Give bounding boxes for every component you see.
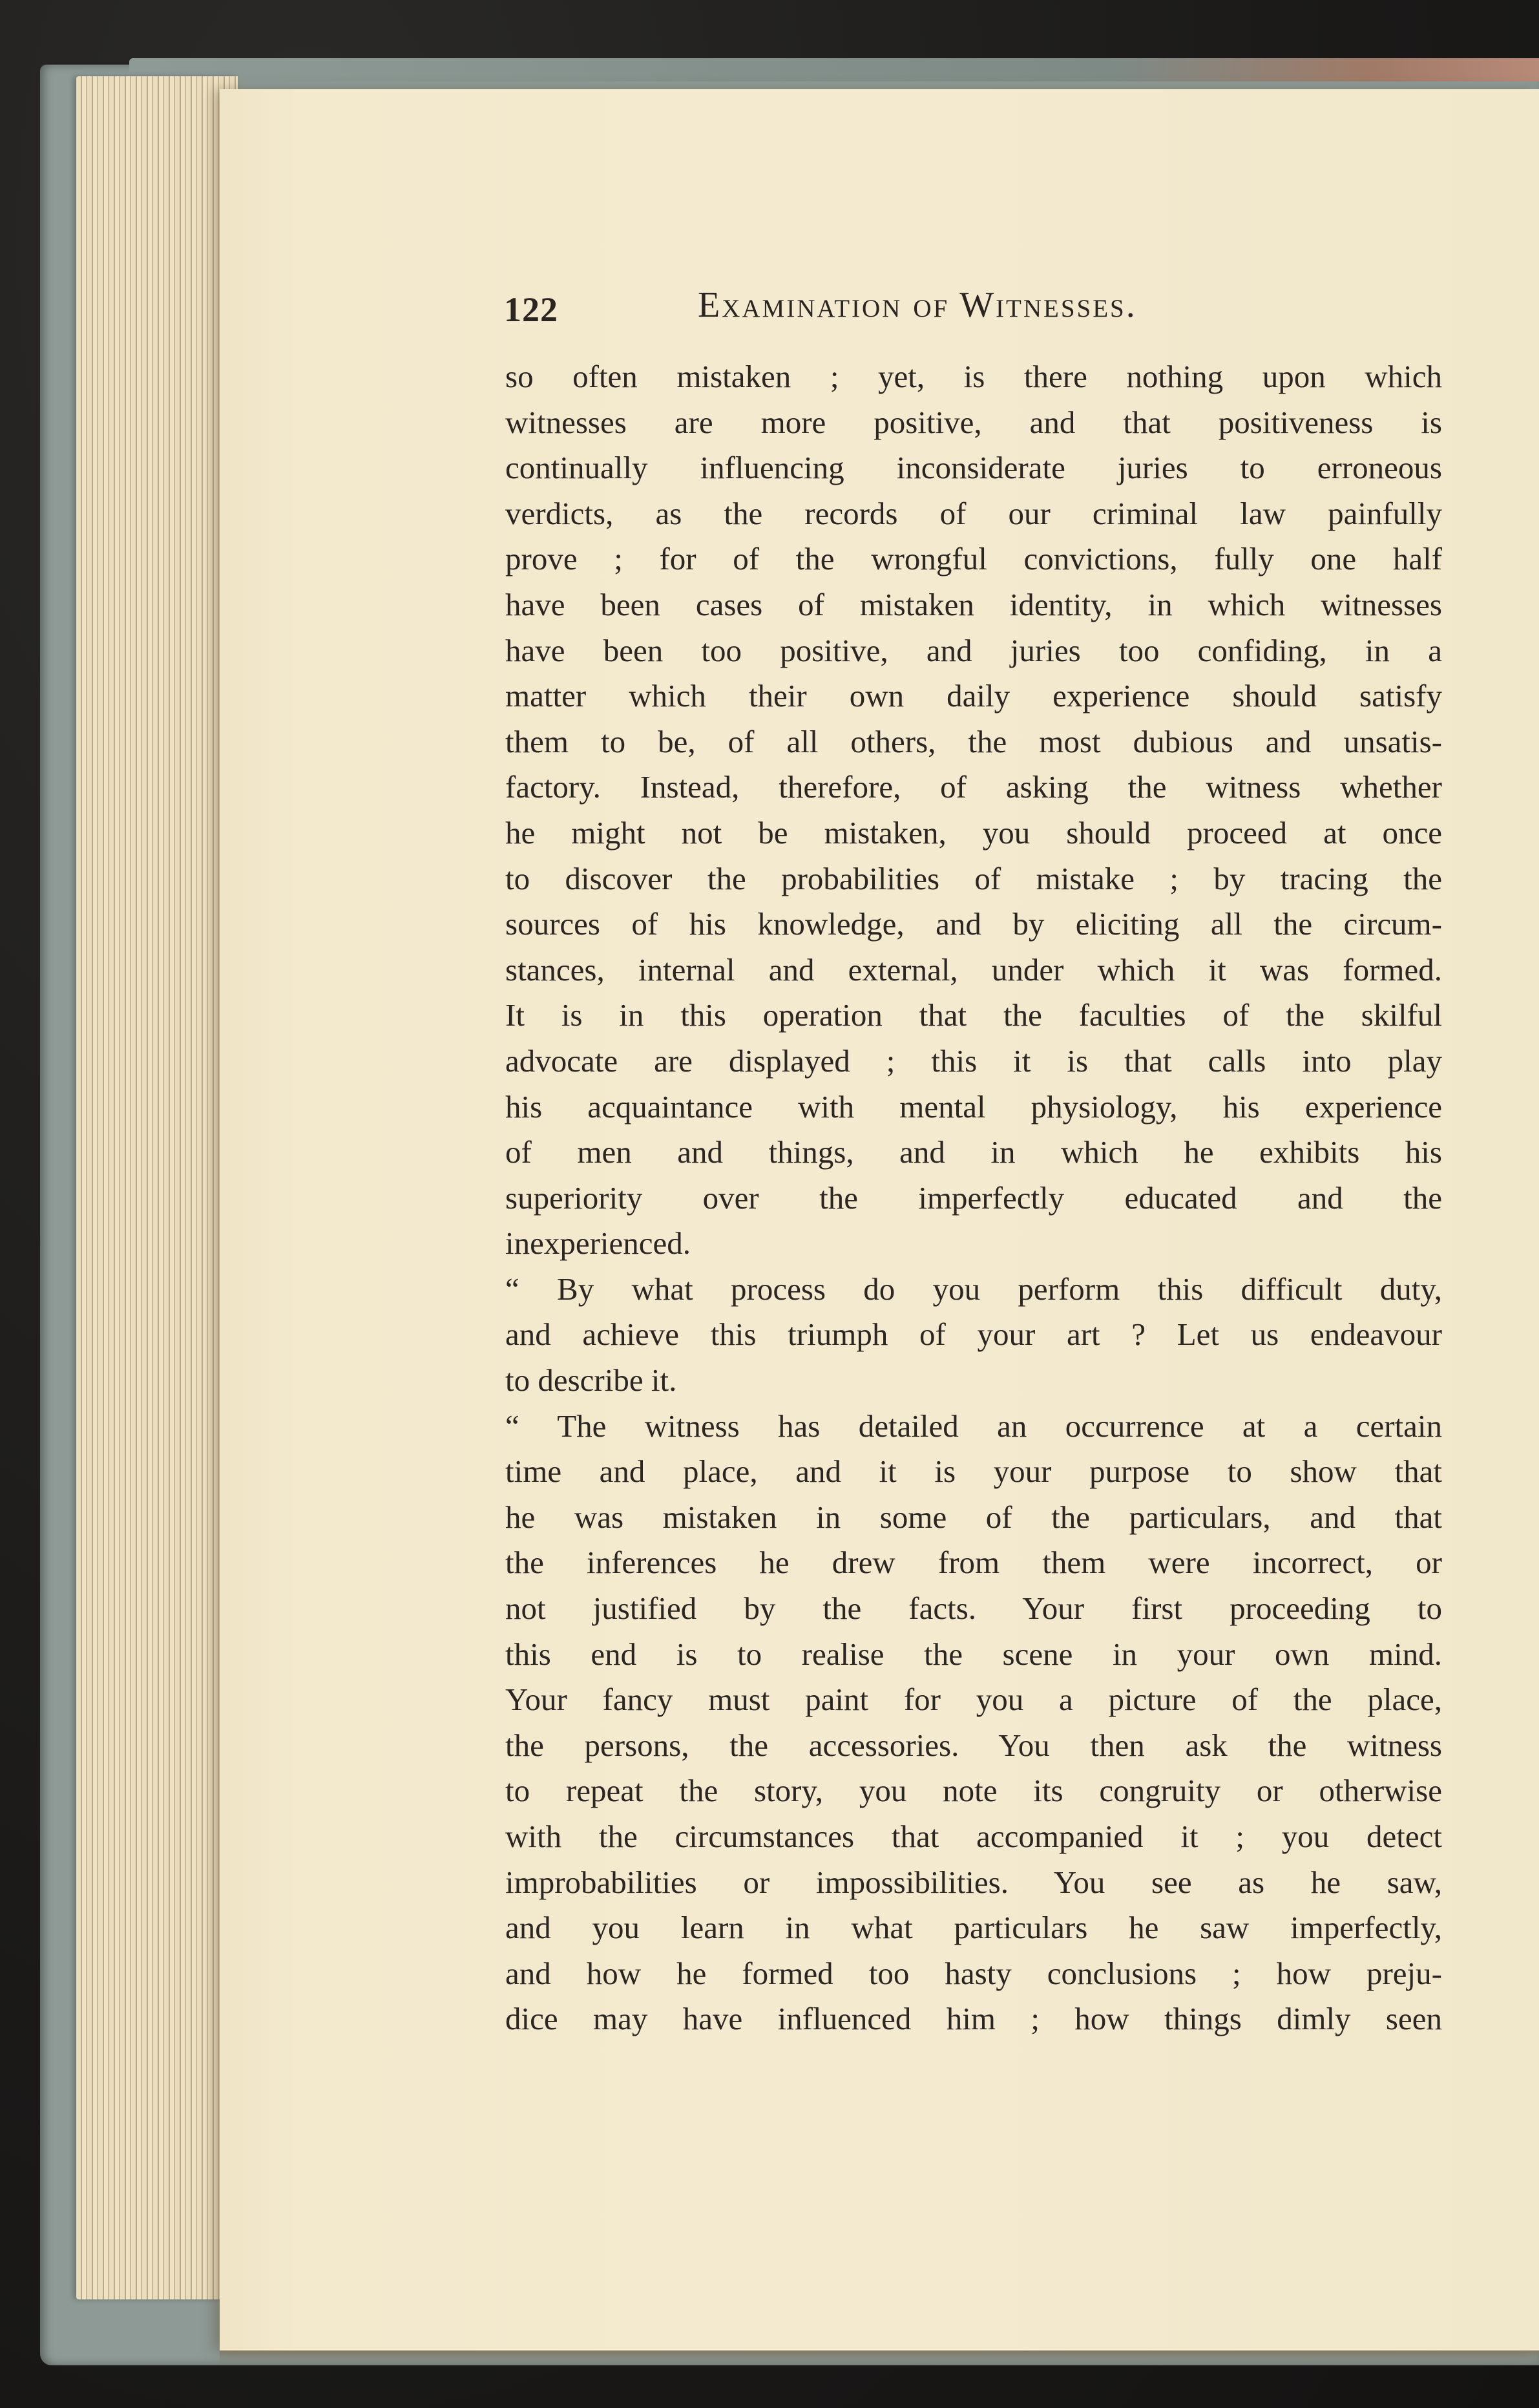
text-line: the persons, the accessories. You then ask the witness [505,1727,1442,1763]
text-line: sources of his knowledge, and by eliciting all the circum- [505,906,1442,942]
text-line: to describe it. [505,1362,677,1399]
text-line: continually influencing inconsiderate juries to erroneous [505,450,1442,486]
text-line: improbabilities or impossibilities. You see as he saw, [505,1864,1442,1900]
text-line: and you learn in what particulars he saw imperfectly, [505,1910,1442,1946]
text-line: “ The witness has detailed an occurrence at a certain [505,1408,1442,1444]
body-text [505,354,1442,2042]
text-line: prove ; for of the wrongful convictions, fully one half [505,541,1442,577]
text-line: witnesses are more positive, and that positiveness is [505,404,1442,440]
text-line: the inferences he drew from them were incorrect, or [505,1545,1442,1581]
text-line: his acquaintance with mental physiology, his experience [505,1088,1442,1125]
text-line: stances, internal and external, under which it was formed. [505,951,1442,987]
text-line: have been cases of mistaken identity, in which witnesses [505,586,1442,622]
text-line: to discover the probabilities of mistake ; by tracing the [505,860,1442,896]
book-cover-top-edge [129,58,1539,81]
text-line: have been too positive, and juries too confiding, in a [505,632,1442,668]
page-edges [76,76,238,2299]
page-number: 122 [504,290,558,329]
text-line: matter which their own daily experience should satisfy [505,678,1442,714]
text-line: It is in this operation that the faculties of the skilful [505,997,1442,1033]
text-line: them to be, of all others, the most dubious and unsatis- [505,723,1442,759]
text-line: dice may have influenced him ; how things dimly seen [505,2001,1442,2037]
text-line: of men and things, and in which he exhibits his [505,1134,1442,1170]
text-line: this end is to realise the scene in your own mind. [505,1636,1442,1672]
running-head: Examination of Witnesses. [698,285,1137,325]
text-line: he might not be mistaken, you should proceed at once [505,814,1442,850]
text-line: factory. Instead, therefore, of asking the witness whether [505,769,1442,805]
text-line: Your fancy must paint for you a picture of the place, [505,1682,1442,1718]
text-line: “ By what process do you perform this difficult duty, [505,1271,1442,1307]
page-header [504,284,1441,330]
text-line: with the circumstances that accompanied it ; you detect [505,1819,1442,1854]
text-line: and achieve this triumph of your art ? Let us endeavour [505,1316,1442,1353]
page-bottom-shadow [220,2350,1539,2365]
text-line: time and place, and it is your purpose to show that [505,1453,1442,1490]
text-line: so often mistaken ; yet, is there nothing upon which [505,359,1442,394]
text-line: advocate are displayed ; this it is that calls into play [505,1042,1442,1079]
text-line: inexperienced. [505,1225,691,1262]
text-line: not justified by the facts. Your first proceeding to [505,1590,1442,1627]
text-line: verdicts, as the records of our criminal law painfully [505,495,1442,531]
text-line: and how he formed too hasty conclusions ; how preju- [505,1955,1442,1991]
text-line: to repeat the story, you note its congruity or otherwise [505,1773,1442,1809]
text-line: he was mistaken in some of the particulars, and that [505,1499,1442,1535]
text-line: superiority over the imperfectly educated and the [505,1179,1442,1216]
